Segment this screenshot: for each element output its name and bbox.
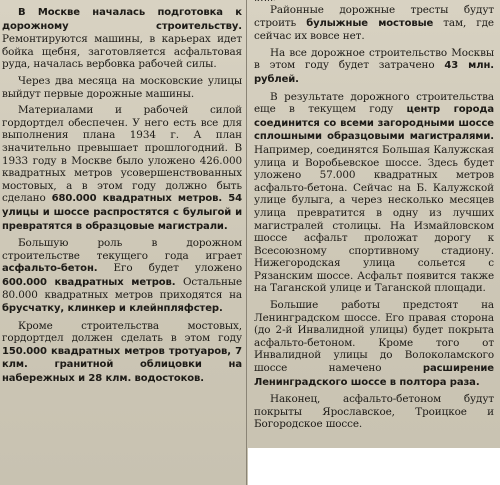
column-divider [246, 0, 247, 485]
paragraph-machines: Через два месяца на московские улицы выйдут первые дорожные машины. [2, 74, 242, 100]
paragraph-final: Наконец, асфальто-бетоном будут покрыты Ярославское, Троицкое и Богородское шоссе. [254, 393, 494, 431]
lead-headline: В Москве началась подготовка к дорожному строительству. [2, 7, 242, 32]
paragraph-sidewalks: Кроме строительства мостовых, гордортдел должен сделать в этом году 150.000 квадратных метров тротуаров, 7 клм. гранитной облицовки на набережных и 28 клм. водостоков. [2, 319, 242, 385]
paragraph-budget: На все дорожное строительство Москвы в этом году будет затрачено 43 млн. рублей. [254, 46, 494, 85]
blank-corner [248, 448, 500, 485]
paragraph-cobblestone: Районные дорожные тресты будут строить булыжные мостовые там, где сейчас их вовсе нет. [254, 4, 494, 43]
paragraph-results: В результате дорожного строительства еще в текущем году центр города соединится со всеми загородными шоссе сплошными образцовыми магистралями. Например, соединятся Большая Калужская улица и Воробьевское шоссе. Здесь будет уложено 57.000 квадратных метров асфальто-бетона. Сейчас на Б. Калужской улице булыга, а через несколько месяцев улица превратится в одну из лучших магистралей столицы. На Измайловском шоссе асфальт проложат дорогу к Всесоюзному спортивному стадиону. Нижегородская улица сольется с Рязанским шоссе. Асфальт появится также на Таганской улице и Таганской площади. [254, 90, 494, 295]
article-right-column [254, 0, 494, 431]
paragraph-asphalt: Большую роль в дорожном строительстве текущего года играет асфальто-бетон. Его будет уложено 600.000 квадратных метров. Остальные 80.000 квадратных метров приходятся на брусчатку, клинкер и клейнпляфстер. [2, 237, 242, 315]
paragraph-plan: Материалами и рабочей силой гордортдел обеспечен. У него есть все для выполнения плана 1934 г. А план значительно превышает прошлогодний. В 1933 году в Москве было уложено 426.000 квадратных метров усовершенствованных мостовых, а в этом году должно быть сделано 680.000 квадратных метров. 54 улицы и шоссе распростятся с булыгой и превратятся в образцовые магистрали. [2, 104, 242, 232]
paragraph-intro: В Москве началась подготовка к дорожному строительству. Ремонтируются машины, в карьерах идет бойка щебня, заготовляется асфальтовая руда, началась вербовка рабочей силы. [2, 7, 242, 71]
paragraph-leningrad: Большие работы предстоят на Ленинградском шоссе. Его правая сторона (до 2-й Инвалидной улицы) будет покрыта асфальто-бетоном. Кроме того от Инвалидной улицы до Волоколамского шоссе намечено расширение Ленинградского шоссе в полтора раза. [254, 299, 494, 388]
article-left-column [2, 0, 242, 386]
